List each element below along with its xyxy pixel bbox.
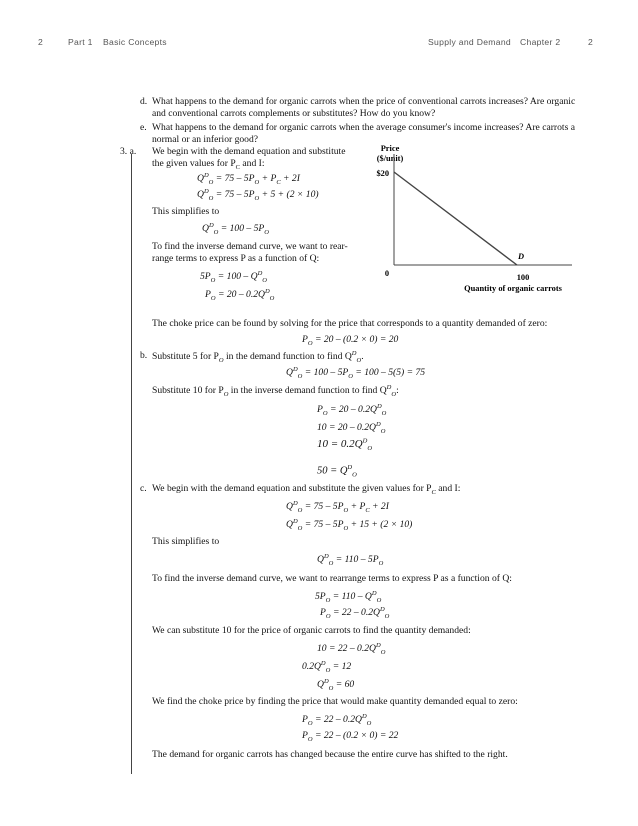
equation-3a-4: $5P_O = 100 - Q^D_O$ <box>200 270 267 285</box>
equation-3a-5: $P_O = 20 - 0.2Q^D_O$ <box>205 288 275 303</box>
page-number-left: 2 <box>38 37 44 47</box>
answer-3b-line2: Substitute 10 for $P_O$ in the inverse demand function to find $Q^D_O$: <box>152 384 399 399</box>
graph-y-label-line1: Price <box>380 144 400 153</box>
equation-3c-7: $0.2Q^D_O = 12$ <box>302 660 352 675</box>
answer-3a-simplifies: This simplifies to <box>152 206 220 217</box>
equation-3a-2: $Q^D_O = 75 - 5P_O + 5 + (2 \times 10)$ <box>197 188 319 203</box>
question-d-label: d. <box>140 96 148 107</box>
equation-3c-9: $P_O = 22 - 0.2Q^D_O$ <box>302 713 372 728</box>
equation-3a-6: $P_O = 20 - (0.2 \times 0) = 20$ <box>302 334 399 347</box>
chapter-label: Chapter 2 <box>520 37 561 47</box>
graph-y-label-line2: ($/unit) <box>376 154 404 163</box>
answer-3a-label: 3. a. <box>120 146 137 157</box>
part-title: Basic Concepts <box>103 37 167 47</box>
answer-3a-intro-line1: We begin with the demand equation and substitute <box>152 146 346 157</box>
graph-y-tick: $20 <box>376 169 389 178</box>
equation-3c-10: $P_O = 22 - (0.2 \times 0) = 22$ <box>302 730 399 743</box>
part-label: Part 1 <box>68 37 93 47</box>
equation-3c-3: $Q^D_O = 110 - 5P_O$ <box>317 553 384 568</box>
answer-3c-sub10: We can substitute 10 for the price of organic carrots to find the quantity demanded: <box>152 625 471 636</box>
question-d-text: What happens to the demand for organic carrots when the price of conventional carrots increases? Are organic and conventional carrots complements or substitutes? How do you know? <box>152 96 576 120</box>
answer-3a-choke: The choke price can be found by solving for the price that corresponds to a quantity demanded of zero: <box>152 318 548 329</box>
answer-3a-intro-line2: the given values for $P_C$ and I: <box>152 158 265 171</box>
answer-3c-label: c. <box>140 483 147 494</box>
equation-3b-2: $P_O = 20 - 0.2Q^D_O$ <box>317 403 387 418</box>
equation-3a-3: $Q^D_O = 100 - 5P_O$ <box>202 222 269 237</box>
graph-x-label: Quantity of organic carrots <box>464 284 562 293</box>
answer-3b-label: b. <box>140 350 148 361</box>
graph-origin: 0 <box>384 269 389 278</box>
question-e-text: What happens to the demand for organic carrots when the average consumer's income increases? Are carrots a normal or an inferior good? <box>152 122 575 146</box>
demand-graph <box>340 140 580 300</box>
demand-curve-line <box>394 172 517 265</box>
equation-3c-2: $Q^D_O = 75 - 5P_O + 15 + (2 \times 10)$ <box>286 518 413 533</box>
answer-3b-line1: Substitute 5 for $P_O$ in the demand function to find $Q^D_O$. <box>152 350 364 365</box>
equation-3c-6: $10 = 22 - 0.2Q^D_O$ <box>317 642 386 657</box>
graph-x-tick: 100 <box>516 273 530 282</box>
answer-3a-inverse-line2: range terms to express P as a function of Q: <box>152 253 320 264</box>
equation-3b-5: $50 = Q^D_O$ <box>317 464 357 479</box>
equation-3b-4: $10 = 0.2Q^D_O$ <box>317 437 373 453</box>
page-number-right: 2 <box>588 37 594 47</box>
answer-margin-rule <box>131 154 132 774</box>
equation-3c-5: $P_O = 22 - 0.2Q^D_O$ <box>320 606 390 621</box>
equation-3c-8: $Q^D_O = 60$ <box>317 678 355 693</box>
section-title: Supply and Demand <box>428 37 511 47</box>
equation-3b-1: $Q^D_O = 100 - 5P_O = 100 - 5(5) = 75$ <box>286 366 426 381</box>
equation-3b-3: $10 = 20 - 0.2Q^D_O$ <box>317 421 386 436</box>
graph-curve-label: D <box>518 252 525 261</box>
answer-3c-conclusion: The demand for organic carrots has changed because the entire curve has shifted to the right. <box>152 749 508 760</box>
answer-3a-inverse-line1: To find the inverse demand curve, we want to rear- <box>152 241 348 252</box>
question-e-label: e. <box>140 122 147 133</box>
equation-3c-4: $5P_O = 110 - Q^D_O$ <box>315 590 382 605</box>
answer-3c-choke: We find the choke price by finding the price that would make quantity demanded equal to zero: <box>152 696 518 707</box>
equation-3a-1: $Q^D_O = 75 - 5P_O + P_C + 2I$ <box>197 172 300 187</box>
answer-3c-simplifies: This simplifies to <box>152 536 220 547</box>
equation-3c-1: $Q^D_O = 75 - 5P_O + P_C + 2I$ <box>286 500 389 515</box>
answer-3c-line1: We begin with the demand equation and substitute the given values for $P_C$ and I: <box>152 483 461 496</box>
answer-3c-inverse: To find the inverse demand curve, we want to rearrange terms to express P as a function of Q: <box>152 573 512 584</box>
